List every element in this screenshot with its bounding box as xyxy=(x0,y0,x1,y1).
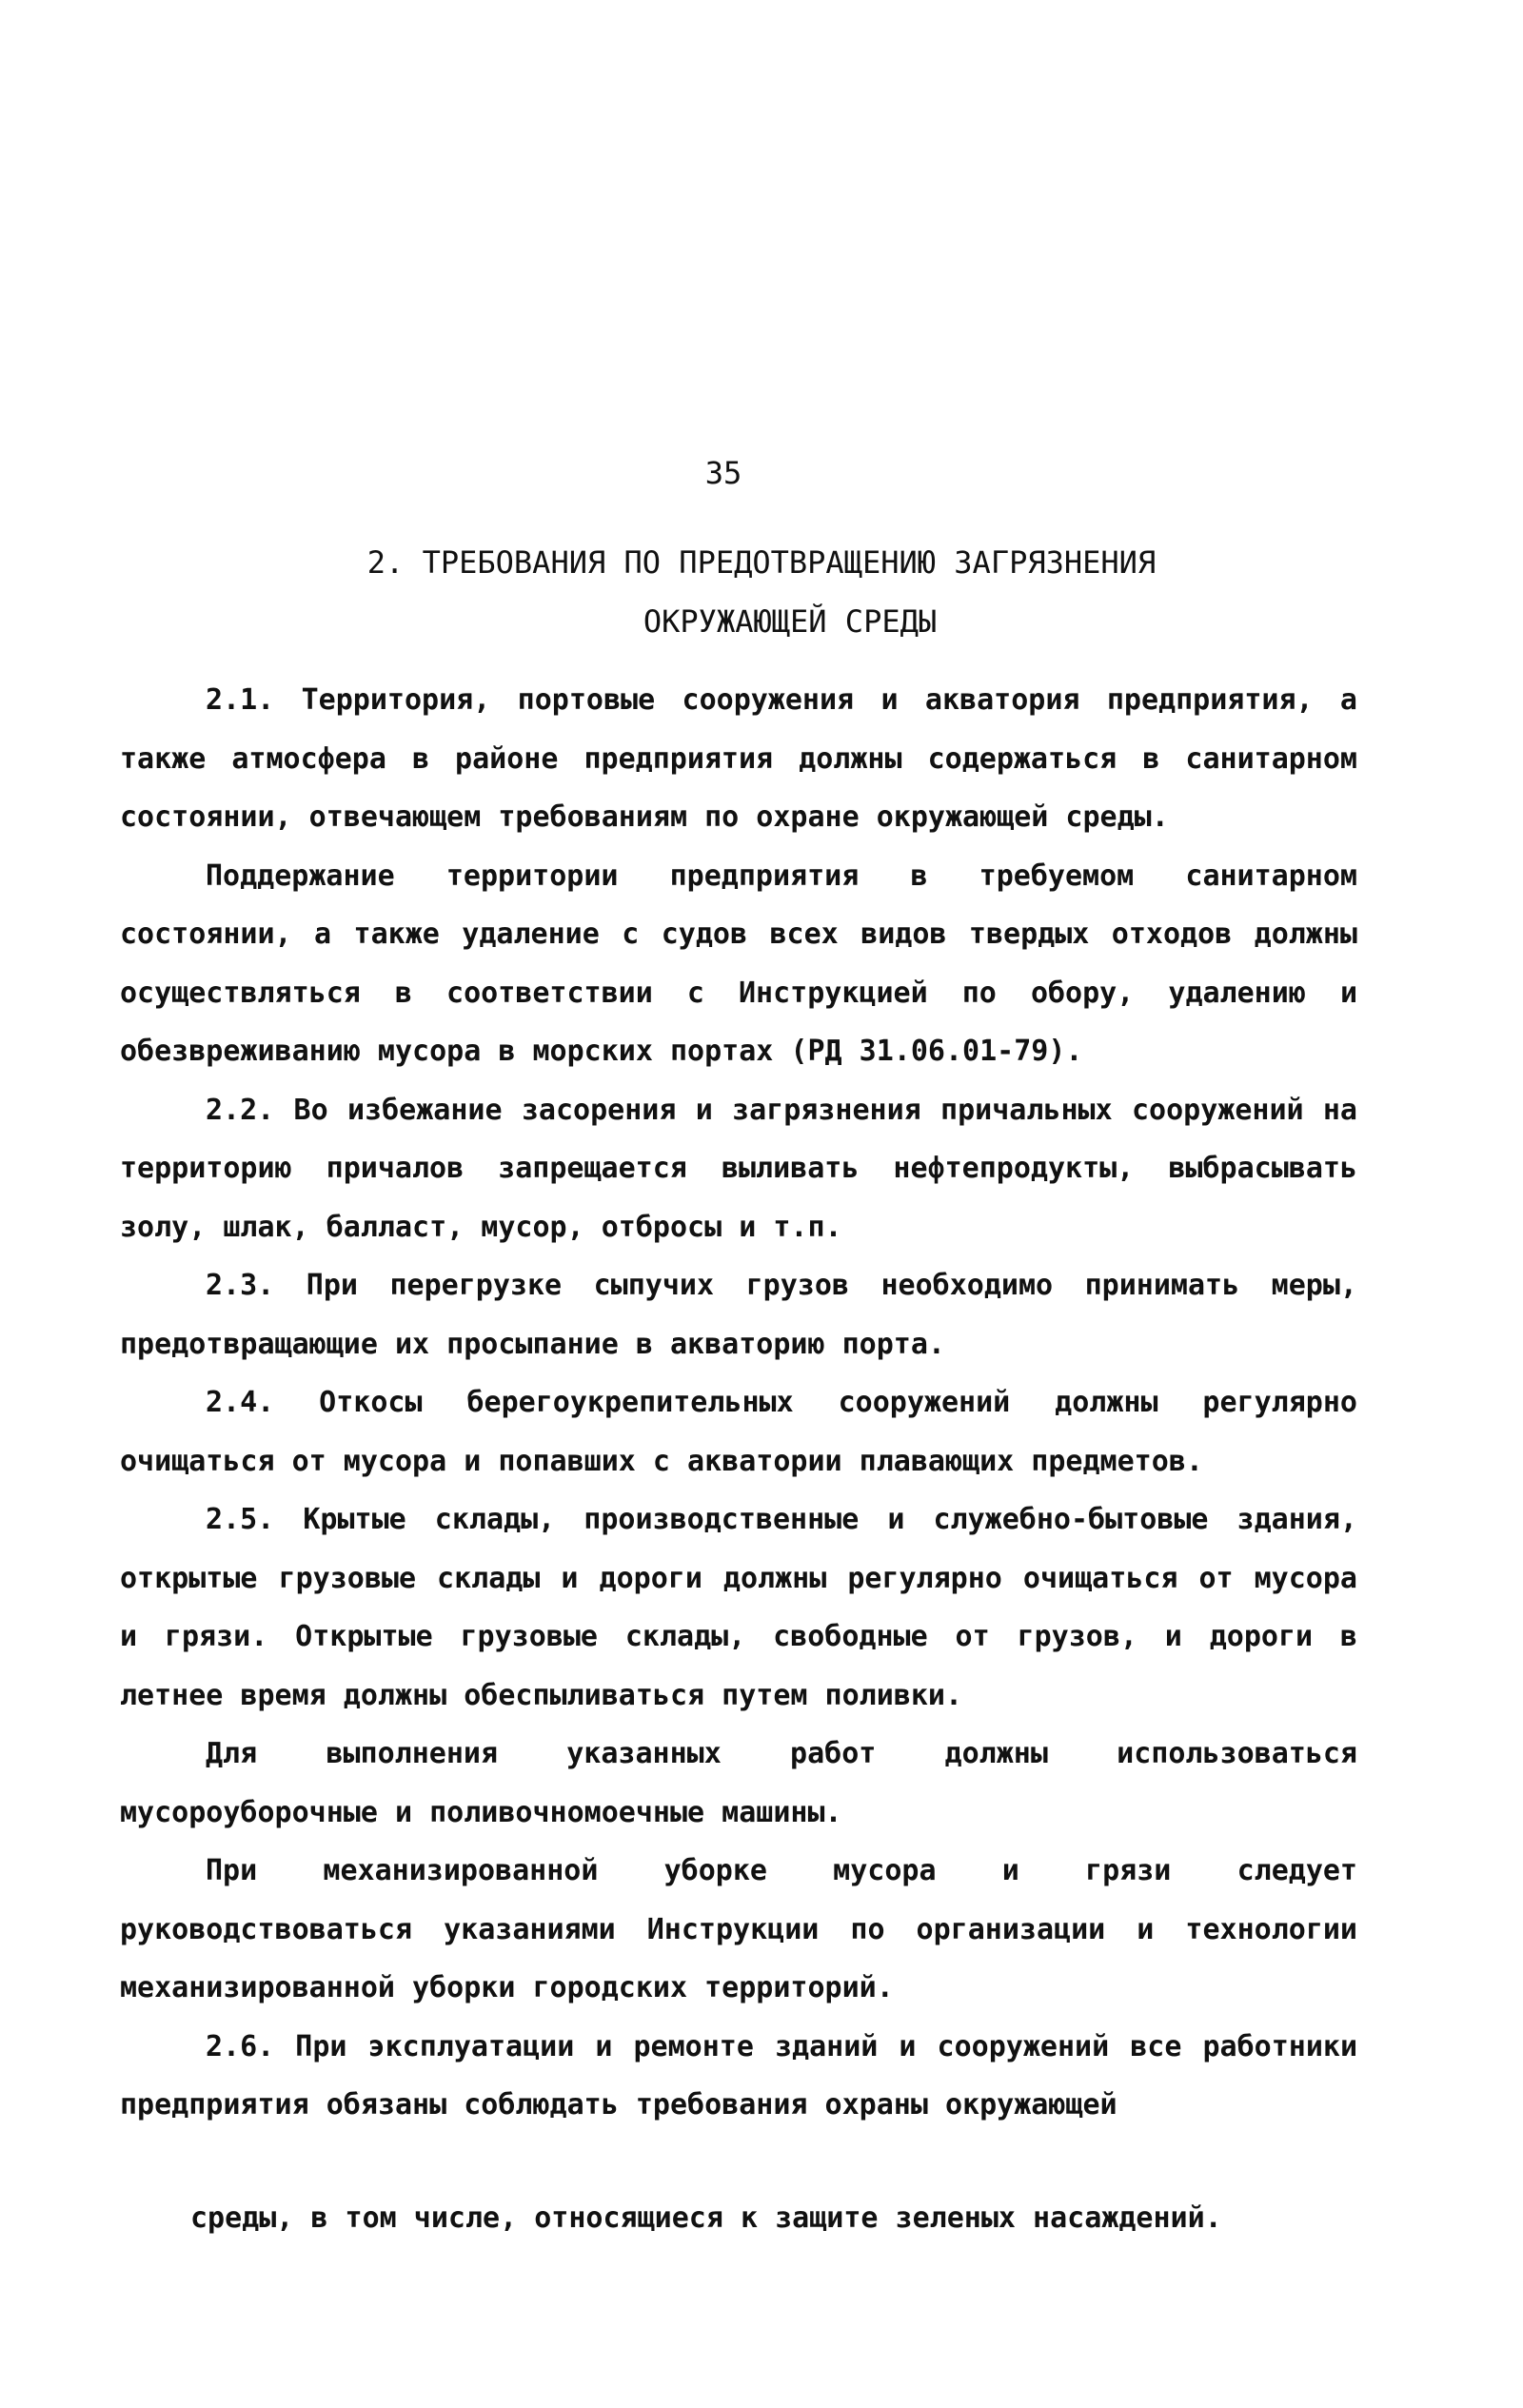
body-text xyxy=(120,671,1357,2135)
paragraph-maintenance: Поддержание территории предприятия в требуемом санитарном состоянии, а также удаление с судов всех видов твердых отходов должны осуществляться в соответствии с Инструкцией по обору, удалению и обезвреживанию мусора в морских портах (РД 31.06.01-79). xyxy=(120,859,1357,1068)
paragraph-2-2: 2.2. Во избежание засорения и загрязнения причальных сооружений на территорию причалов запрещается выливать нефтепродукты, выбрасывать золу, шлак, балласт, мусор, отбросы и т.п. xyxy=(120,1093,1357,1244)
paragraph-machines: Для выполнения указанных работ должны использоваться мусороуборочные и поливочномоечные машины. xyxy=(120,1737,1357,1829)
paragraph-2-6: 2.6. При эксплуатации и ремонте зданий и сооружений все работники предприятия обязаны соблюдать требования охраны окружающей xyxy=(120,2029,1357,2122)
paragraph-2-4: 2.4. Откосы берегоукрепительных сооружений должны регулярно очищаться от мусора и попавших с акватории плавающих предметов. xyxy=(120,1386,1357,1478)
paragraph-2-5: 2.5. Крытые склады, производственные и служебно-бытовые здания, открытые грузовые склады и дороги должны регулярно очищаться от мусора и грязи. Открытые грузовые склады, свободные от грузов, и дороги в летнее время должны обеспыливаться путем поливки. xyxy=(120,1503,1357,1712)
final-line: среды, в том числе, относящиеся к защите зеленых насаждений. xyxy=(190,2201,1222,2235)
section-title xyxy=(0,533,1523,651)
page-number: 35 xyxy=(704,455,742,491)
paragraph-mechanized: При механизированной уборке мусора и грязи следует руководствоваться указаниями Инструкции по организации и технологии механизированной уборки городских территорий. xyxy=(120,1854,1357,2004)
paragraph-2-3: 2.3. При перегрузке сыпучих грузов необходимо принимать меры, предотвращающие их просыпание в акваторию порта. xyxy=(120,1269,1357,1361)
section-title-line-1: 2. ТРЕБОВАНИЯ ПО ПРЕДОТВРАЩЕНИЮ ЗАГРЯЗНЕНИЯ xyxy=(366,544,1157,581)
paragraph-2-1: 2.1. Территория, портовые сооружения и акватория предприятия, а также атмосфера в районе предприятия должны содержаться в санитарном состоянии, отвечающем требованиям по охране окружающей среды. xyxy=(120,683,1357,834)
section-title-line-2: ОКРУЖАЮЩЕЙ СРЕДЫ xyxy=(643,603,938,640)
